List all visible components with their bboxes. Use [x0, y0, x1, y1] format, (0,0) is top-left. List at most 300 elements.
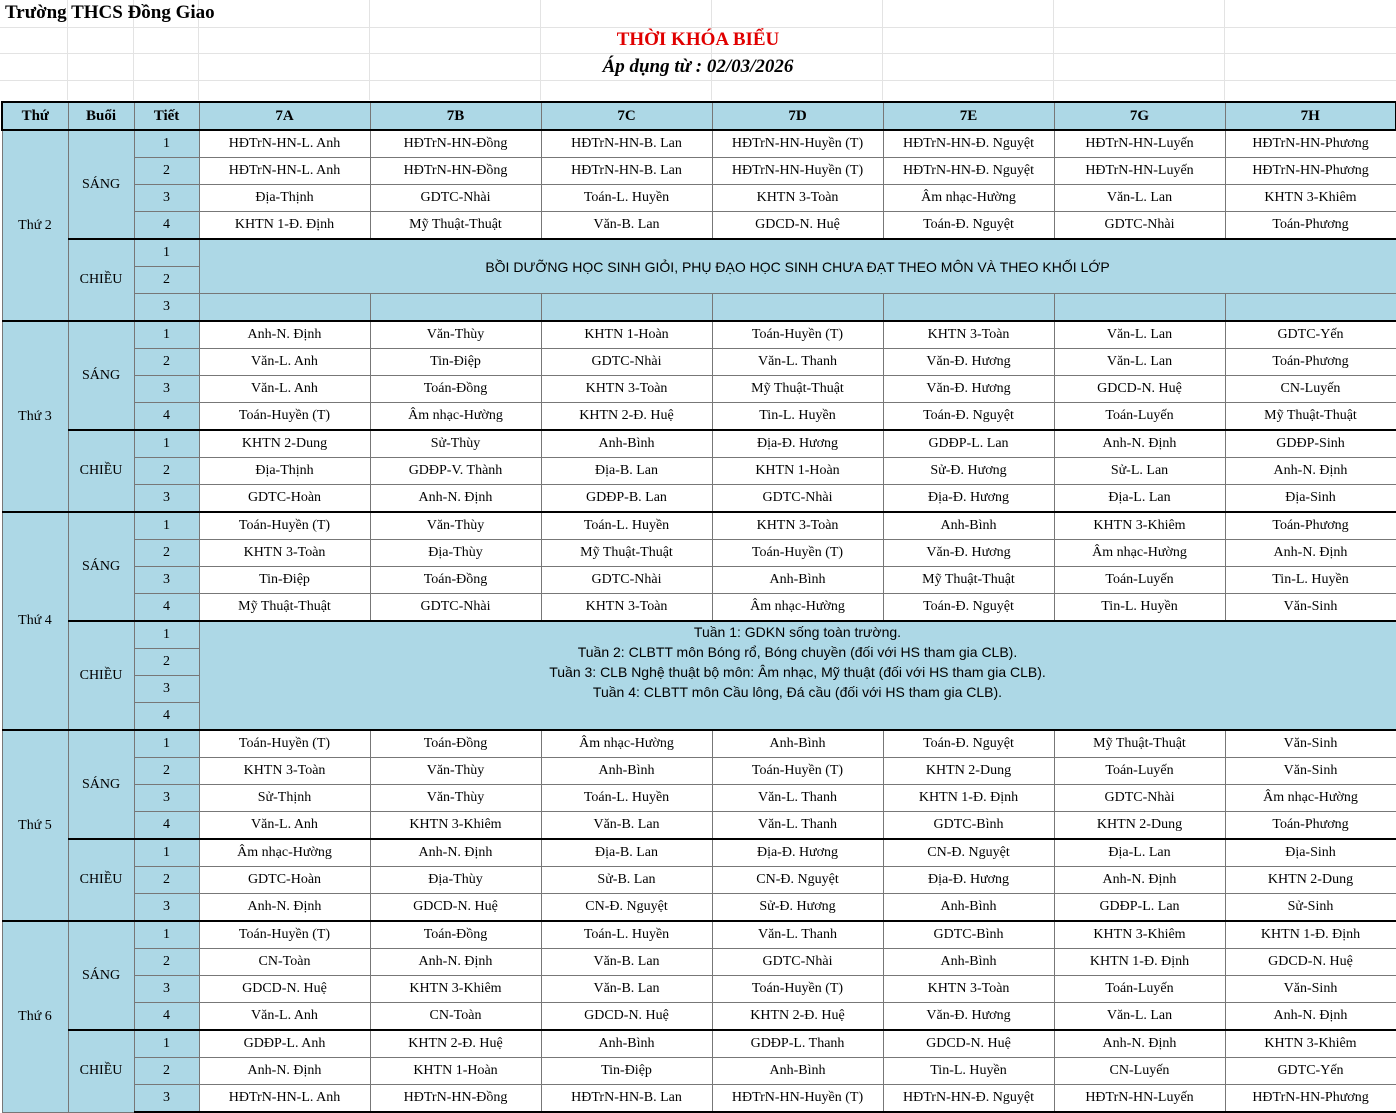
header-class-7d[interactable]: 7D: [712, 102, 883, 130]
lesson-cell[interactable]: Toán-Đ. Nguyệt: [883, 212, 1054, 240]
lesson-cell[interactable]: Sử-Sinh: [1225, 894, 1396, 922]
lesson-cell[interactable]: GDCD-N. Huệ: [541, 1003, 712, 1031]
lesson-cell[interactable]: KHTN 2-Dung: [199, 430, 370, 458]
lesson-cell[interactable]: Âm nhạc-Hường: [199, 839, 370, 867]
lesson-cell[interactable]: Văn-L. Thanh: [712, 921, 883, 949]
lesson-cell[interactable]: Anh-N. Định: [1054, 867, 1225, 894]
lesson-cell[interactable]: Toán-Huyền (T): [199, 921, 370, 949]
table-row: [2, 430, 1396, 458]
lesson-cell[interactable]: Toán-Phương: [1225, 212, 1396, 240]
period-number[interactable]: 3: [134, 976, 199, 1003]
period-number[interactable]: 2: [134, 949, 199, 976]
lesson-cell[interactable]: Tin-L. Huyền: [1054, 594, 1225, 622]
lesson-cell[interactable]: Văn-Sinh: [1225, 594, 1396, 622]
lesson-cell[interactable]: Mỹ Thuật-Thuật: [712, 376, 883, 403]
period-number[interactable]: 2: [134, 267, 199, 294]
session-afternoon[interactable]: CHIỀU: [68, 430, 134, 512]
period-number[interactable]: 1: [134, 430, 199, 458]
lesson-cell[interactable]: GDTC-Nhài: [541, 349, 712, 376]
table-row: [2, 212, 1396, 240]
lesson-cell[interactable]: Toán-Huyền (T): [712, 758, 883, 785]
period-number[interactable]: 3: [134, 567, 199, 594]
lesson-cell[interactable]: Toán-Luyến: [1054, 567, 1225, 594]
lesson-cell[interactable]: Tin-Điệp: [370, 349, 541, 376]
lesson-cell[interactable]: Văn-Thùy: [370, 512, 541, 540]
lesson-cell[interactable]: Toán-L. Huyền: [541, 185, 712, 212]
lesson-cell[interactable]: GDĐP-L. Anh: [199, 1030, 370, 1058]
lesson-cell[interactable]: CN-Luyến: [1225, 376, 1396, 403]
lesson-cell[interactable]: Địa-Thùy: [370, 867, 541, 894]
header-day[interactable]: Thứ: [2, 102, 68, 130]
lesson-cell[interactable]: Anh-N. Định: [199, 321, 370, 349]
lesson-cell[interactable]: Toán-Đồng: [370, 921, 541, 949]
lesson-cell[interactable]: HĐTrN-HN-Luyến: [1054, 158, 1225, 185]
lesson-cell[interactable]: Toán-L. Huyền: [541, 512, 712, 540]
table-row: [2, 976, 1396, 1003]
lesson-cell[interactable]: Văn-B. Lan: [541, 949, 712, 976]
lesson-cell[interactable]: GDTC-Nhài: [541, 567, 712, 594]
club-week-line: Tuần 3: CLB Nghệ thuật bộ môn: Âm nhạc, Mỹ thuật (đối với HS tham gia CLB).: [549, 664, 1046, 680]
lesson-cell[interactable]: Sử-B. Lan: [541, 867, 712, 894]
lesson-cell[interactable]: Văn-L. Thanh: [712, 785, 883, 812]
lesson-cell[interactable]: Toán-Đ. Nguyệt: [883, 403, 1054, 431]
effective-date: Áp dụng từ : 02/03/2026: [602, 56, 794, 77]
lesson-cell[interactable]: GDTC-Nhài: [712, 949, 883, 976]
lesson-cell[interactable]: CN-Đ. Nguyệt: [883, 839, 1054, 867]
period-number[interactable]: 1: [134, 239, 199, 267]
lesson-cell[interactable]: KHTN 3-Khiêm: [1054, 921, 1225, 949]
lesson-cell[interactable]: Văn-L. Lan: [1054, 349, 1225, 376]
lesson-cell[interactable]: Địa-L. Lan: [1054, 485, 1225, 513]
lesson-cell[interactable]: Địa-Đ. Hương: [712, 430, 883, 458]
lesson-cell[interactable]: Văn-L. Lan: [1054, 1003, 1225, 1031]
table-row: [2, 567, 1396, 594]
lesson-cell[interactable]: Toán-Huyền (T): [712, 976, 883, 1003]
lesson-cell[interactable]: Toán-Đ. Nguyệt: [883, 730, 1054, 758]
table-row: [2, 158, 1396, 185]
lesson-cell[interactable]: Anh-N. Định: [370, 949, 541, 976]
session-morning[interactable]: SÁNG: [68, 512, 134, 621]
period-number[interactable]: 1: [134, 1030, 199, 1058]
lesson-cell[interactable]: GDĐP-V. Thành: [370, 458, 541, 485]
lesson-cell[interactable]: GDTC-Nhài: [1054, 212, 1225, 240]
afternoon-note[interactable]: BỒI DƯỠNG HỌC SINH GIỎI, PHỤ ĐẠO HỌC SINH CHƯA ĐẠT THEO MÔN VÀ THEO KHỐI LỚP: [199, 239, 1396, 294]
period-number[interactable]: 2: [134, 540, 199, 567]
lesson-cell[interactable]: GDTC-Bình: [883, 812, 1054, 840]
period-number[interactable]: 1: [134, 839, 199, 867]
lesson-cell[interactable]: KHTN 3-Khiêm: [1225, 185, 1396, 212]
lesson-cell[interactable]: KHTN 3-Khiêm: [1054, 512, 1225, 540]
lesson-cell[interactable]: Anh-N. Định: [1225, 458, 1396, 485]
lesson-cell[interactable]: Anh-Bình: [712, 730, 883, 758]
lesson-cell[interactable]: Tin-L. Huyền: [1225, 567, 1396, 594]
lesson-cell[interactable]: HĐTrN-HN-Luyến: [1054, 1085, 1225, 1113]
lesson-cell[interactable]: KHTN 2-Dung: [883, 758, 1054, 785]
lesson-cell[interactable]: Sử-Đ. Hương: [712, 894, 883, 922]
lesson-cell[interactable]: GDTC-Nhài: [1054, 785, 1225, 812]
lesson-cell[interactable]: Văn-Đ. Hương: [883, 376, 1054, 403]
lesson-cell[interactable]: KHTN 3-Toàn: [199, 758, 370, 785]
lesson-cell[interactable]: KHTN 1-Hoàn: [712, 458, 883, 485]
period-number[interactable]: 1: [134, 130, 199, 158]
club-schedule-note[interactable]: [199, 621, 1396, 730]
lesson-cell[interactable]: KHTN 3-Toàn: [712, 185, 883, 212]
lesson-cell[interactable]: HĐTrN-HN-Đ. Nguyệt: [883, 130, 1054, 158]
lesson-cell[interactable]: Mỹ Thuật-Thuật: [1225, 403, 1396, 431]
session-morning[interactable]: SÁNG: [68, 921, 134, 1030]
lesson-cell[interactable]: Mỹ Thuật-Thuật: [199, 594, 370, 622]
lesson-cell[interactable]: HĐTrN-HN-Phương: [1225, 158, 1396, 185]
lesson-cell[interactable]: HĐTrN-HN-Huyền (T): [712, 158, 883, 185]
lesson-cell[interactable]: GDĐP-Sinh: [1225, 430, 1396, 458]
session-afternoon[interactable]: CHIỀU: [68, 239, 134, 321]
lesson-cell[interactable]: Mỹ Thuật-Thuật: [370, 212, 541, 240]
lesson-cell[interactable]: Văn-L. Lan: [1054, 321, 1225, 349]
lesson-cell[interactable]: Địa-Đ. Hương: [712, 839, 883, 867]
lesson-cell[interactable]: Toán-Đ. Nguyệt: [883, 594, 1054, 622]
lesson-cell[interactable]: Toán-Phương: [1225, 812, 1396, 840]
lesson-cell[interactable]: KHTN 3-Toàn: [883, 321, 1054, 349]
lesson-cell[interactable]: KHTN 1-Đ. Định: [883, 785, 1054, 812]
lesson-cell[interactable]: Anh-N. Định: [1225, 540, 1396, 567]
period-number[interactable]: 2: [134, 867, 199, 894]
period-number[interactable]: 2: [134, 158, 199, 185]
lesson-cell[interactable]: KHTN 1-Hoàn: [541, 321, 712, 349]
lesson-cell[interactable]: Anh-N. Định: [1054, 430, 1225, 458]
lesson-cell[interactable]: HĐTrN-HN-Đồng: [370, 158, 541, 185]
table-row: [2, 812, 1396, 840]
table-row: [2, 349, 1396, 376]
lesson-cell[interactable]: HĐTrN-HN-L. Anh: [199, 1085, 370, 1113]
lesson-cell[interactable]: Văn-Thùy: [370, 785, 541, 812]
empty-note-cell[interactable]: [370, 294, 541, 322]
period-number[interactable]: 3: [134, 1085, 199, 1113]
lesson-cell[interactable]: HĐTrN-HN-L. Anh: [199, 130, 370, 158]
lesson-cell[interactable]: Văn-Sinh: [1225, 976, 1396, 1003]
lesson-cell[interactable]: Địa-Thùy: [370, 540, 541, 567]
table-row: [2, 621, 1396, 649]
lesson-cell[interactable]: Anh-Bình: [712, 1058, 883, 1085]
lesson-cell[interactable]: HĐTrN-HN-Đ. Nguyệt: [883, 158, 1054, 185]
lesson-cell[interactable]: KHTN 1-Đ. Định: [1054, 949, 1225, 976]
lesson-cell[interactable]: HĐTrN-HN-Đ. Nguyệt: [883, 1085, 1054, 1113]
lesson-cell[interactable]: Tin-L. Huyền: [712, 403, 883, 431]
lesson-cell[interactable]: Anh-Bình: [541, 430, 712, 458]
period-number[interactable]: 2: [134, 458, 199, 485]
lesson-cell[interactable]: Tin-Điệp: [541, 1058, 712, 1085]
lesson-cell[interactable]: CN-Luyến: [1054, 1058, 1225, 1085]
lesson-cell[interactable]: Văn-Sinh: [1225, 730, 1396, 758]
header-class-7c[interactable]: 7C: [541, 102, 712, 130]
lesson-cell[interactable]: HĐTrN-HN-L. Anh: [199, 158, 370, 185]
club-week-line: Tuần 4: CLBTT môn Cầu lông, Đá cầu (đối với HS tham gia CLB).: [592, 684, 1003, 700]
lesson-cell[interactable]: HĐTrN-HN-Đồng: [370, 1085, 541, 1113]
day-label-day-6[interactable]: Thứ 6: [2, 921, 68, 1112]
header-period[interactable]: Tiết: [134, 102, 199, 130]
period-number[interactable]: 4: [134, 594, 199, 622]
session-morning[interactable]: SÁNG: [68, 130, 134, 239]
lesson-cell[interactable]: Văn-Đ. Hương: [883, 349, 1054, 376]
lesson-cell[interactable]: Anh-Bình: [883, 512, 1054, 540]
lesson-cell[interactable]: KHTN 3-Toàn: [199, 540, 370, 567]
empty-note-cell[interactable]: [712, 294, 883, 322]
table-row: [2, 512, 1396, 540]
day-label-day-4[interactable]: Thứ 4: [2, 512, 68, 730]
lesson-cell[interactable]: Âm nhạc-Hường: [1054, 540, 1225, 567]
lesson-cell[interactable]: Văn-B. Lan: [541, 212, 712, 240]
period-number[interactable]: 3: [134, 894, 199, 922]
club-week-line: Tuần 2: CLBTT môn Bóng rổ, Bóng chuyền (đối với HS tham gia CLB).: [577, 644, 1018, 660]
lesson-cell[interactable]: Âm nhạc-Hường: [883, 185, 1054, 212]
lesson-cell[interactable]: CN-Toàn: [199, 949, 370, 976]
lesson-cell[interactable]: Địa-Thịnh: [199, 185, 370, 212]
lesson-cell[interactable]: KHTN 2-Đ. Huệ: [712, 1003, 883, 1031]
lesson-cell[interactable]: GDTC-Yến: [1225, 1058, 1396, 1085]
lesson-cell[interactable]: KHTN 1-Đ. Định: [1225, 921, 1396, 949]
period-number[interactable]: 3: [134, 485, 199, 513]
period-number[interactable]: 2: [134, 1058, 199, 1085]
period-number[interactable]: 3: [134, 676, 199, 703]
lesson-cell[interactable]: Toán-Huyền (T): [712, 321, 883, 349]
table-row: [2, 785, 1396, 812]
lesson-cell[interactable]: Anh-Bình: [883, 894, 1054, 922]
lesson-cell[interactable]: Địa-Sinh: [1225, 839, 1396, 867]
header-class-7e[interactable]: 7E: [883, 102, 1054, 130]
lesson-cell[interactable]: Văn-L. Thanh: [712, 812, 883, 840]
lesson-cell[interactable]: HĐTrN-HN-B. Lan: [541, 158, 712, 185]
table-row: [2, 294, 1396, 322]
lesson-cell[interactable]: KHTN 2-Dung: [1054, 812, 1225, 840]
lesson-cell[interactable]: Anh-Bình: [541, 1030, 712, 1058]
lesson-cell[interactable]: Âm nhạc-Hường: [541, 730, 712, 758]
lesson-cell[interactable]: Sử-Đ. Hương: [883, 458, 1054, 485]
lesson-cell[interactable]: Địa-Sinh: [1225, 485, 1396, 513]
lesson-cell[interactable]: Toán-Phương: [1225, 512, 1396, 540]
header-class-7a[interactable]: 7A: [199, 102, 370, 130]
lesson-cell[interactable]: Địa-Đ. Hương: [883, 485, 1054, 513]
lesson-cell[interactable]: Văn-L. Anh: [199, 376, 370, 403]
lesson-cell[interactable]: KHTN 3-Toàn: [541, 594, 712, 622]
lesson-cell[interactable]: Văn-Đ. Hương: [883, 1003, 1054, 1031]
period-number[interactable]: 4: [134, 703, 199, 731]
lesson-cell[interactable]: Sử-Thùy: [370, 430, 541, 458]
lesson-cell[interactable]: Anh-Bình: [541, 758, 712, 785]
period-number[interactable]: 4: [134, 403, 199, 431]
lesson-cell[interactable]: Anh-Bình: [712, 567, 883, 594]
lesson-cell[interactable]: KHTN 3-Toàn: [883, 976, 1054, 1003]
header-row: [2, 102, 1396, 130]
lesson-cell[interactable]: Anh-Bình: [883, 949, 1054, 976]
day-label-day-3[interactable]: Thứ 3: [2, 321, 68, 512]
lesson-cell[interactable]: Văn-Thùy: [370, 758, 541, 785]
gridline: [0, 53, 1396, 54]
lesson-cell[interactable]: Văn-Sinh: [1225, 758, 1396, 785]
lesson-cell[interactable]: HĐTrN-HN-Đồng: [370, 130, 541, 158]
session-afternoon[interactable]: CHIỀU: [68, 1030, 134, 1112]
header-class-7b[interactable]: 7B: [370, 102, 541, 130]
lesson-cell[interactable]: Âm nhạc-Hường: [370, 403, 541, 431]
lesson-cell[interactable]: Toán-Luyến: [1054, 758, 1225, 785]
period-number[interactable]: 2: [134, 758, 199, 785]
lesson-cell[interactable]: Anh-N. Định: [199, 894, 370, 922]
lesson-cell[interactable]: KHTN 3-Toàn: [541, 376, 712, 403]
header-class-7g[interactable]: 7G: [1054, 102, 1225, 130]
lesson-cell[interactable]: GDTC-Yến: [1225, 321, 1396, 349]
lesson-cell[interactable]: Toán-Luyến: [1054, 403, 1225, 431]
table-row: [2, 758, 1396, 785]
period-number[interactable]: 4: [134, 1003, 199, 1031]
lesson-cell[interactable]: Tin-Điệp: [199, 567, 370, 594]
table-row: [2, 485, 1396, 513]
empty-note-cell[interactable]: [883, 294, 1054, 322]
empty-note-cell[interactable]: [1225, 294, 1396, 322]
lesson-cell[interactable]: GDTC-Hoàn: [199, 485, 370, 513]
lesson-cell[interactable]: Tin-L. Huyền: [883, 1058, 1054, 1085]
period-number[interactable]: 4: [134, 212, 199, 240]
session-morning[interactable]: SÁNG: [68, 730, 134, 839]
lesson-cell[interactable]: GDTC-Nhài: [370, 185, 541, 212]
session-morning[interactable]: SÁNG: [68, 321, 134, 430]
lesson-cell[interactable]: Sử-L. Lan: [1054, 458, 1225, 485]
lesson-cell[interactable]: KHTN 3-Khiêm: [370, 976, 541, 1003]
lesson-cell[interactable]: Mỹ Thuật-Thuật: [541, 540, 712, 567]
day-label-day-2[interactable]: Thứ 2: [2, 130, 68, 321]
lesson-cell[interactable]: GDTC-Nhài: [370, 594, 541, 622]
lesson-cell[interactable]: Địa-L. Lan: [1054, 839, 1225, 867]
empty-note-cell[interactable]: [1054, 294, 1225, 322]
lesson-cell[interactable]: Văn-Thùy: [370, 321, 541, 349]
lesson-cell[interactable]: GDTC-Bình: [883, 921, 1054, 949]
lesson-cell[interactable]: KHTN 3-Khiêm: [1225, 1030, 1396, 1058]
header-class-7h[interactable]: 7H: [1225, 102, 1396, 130]
period-number[interactable]: 3: [134, 294, 199, 322]
table-row: [2, 1003, 1396, 1031]
lesson-cell[interactable]: KHTN 3-Toàn: [712, 512, 883, 540]
lesson-cell[interactable]: HĐTrN-HN-Huyền (T): [712, 130, 883, 158]
lesson-cell[interactable]: Địa-Đ. Hương: [883, 867, 1054, 894]
period-number[interactable]: 1: [134, 621, 199, 649]
period-number[interactable]: 3: [134, 185, 199, 212]
lesson-cell[interactable]: GDCD-N. Huệ: [199, 976, 370, 1003]
lesson-cell[interactable]: CN-Toàn: [370, 1003, 541, 1031]
lesson-cell[interactable]: GDCD-N. Huệ: [712, 212, 883, 240]
lesson-cell[interactable]: Toán-Đồng: [370, 567, 541, 594]
table-row: [2, 403, 1396, 431]
lesson-cell[interactable]: Văn-L. Anh: [199, 1003, 370, 1031]
lesson-cell[interactable]: Anh-N. Định: [370, 485, 541, 513]
period-number[interactable]: 3: [134, 376, 199, 403]
period-number[interactable]: 1: [134, 921, 199, 949]
lesson-cell[interactable]: Toán-Huyền (T): [712, 540, 883, 567]
lesson-cell[interactable]: Toán-Đồng: [370, 730, 541, 758]
period-number[interactable]: 4: [134, 812, 199, 840]
lesson-cell[interactable]: Văn-L. Anh: [199, 812, 370, 840]
day-label-day-5[interactable]: Thứ 5: [2, 730, 68, 921]
lesson-cell[interactable]: GDĐP-L. Lan: [1054, 894, 1225, 922]
table-row: [2, 239, 1396, 267]
lesson-cell[interactable]: Mỹ Thuật-Thuật: [883, 567, 1054, 594]
lesson-cell[interactable]: Toán-L. Huyền: [541, 785, 712, 812]
lesson-cell[interactable]: Toán-Luyến: [1054, 976, 1225, 1003]
lesson-cell[interactable]: Địa-B. Lan: [541, 839, 712, 867]
lesson-cell[interactable]: Anh-N. Định: [1054, 1030, 1225, 1058]
lesson-cell[interactable]: KHTN 1-Hoàn: [370, 1058, 541, 1085]
lesson-cell[interactable]: Văn-Đ. Hương: [883, 540, 1054, 567]
lesson-cell[interactable]: GDCD-N. Huệ: [883, 1030, 1054, 1058]
lesson-cell[interactable]: GDTC-Hoàn: [199, 867, 370, 894]
empty-note-cell[interactable]: [541, 294, 712, 322]
lesson-cell[interactable]: Toán-Đồng: [370, 376, 541, 403]
timetable: [1, 101, 1396, 1113]
empty-note-cell[interactable]: [199, 294, 370, 322]
lesson-cell[interactable]: Địa-B. Lan: [541, 458, 712, 485]
lesson-cell[interactable]: KHTN 1-Đ. Định: [199, 212, 370, 240]
lesson-cell[interactable]: Anh-N. Định: [1225, 1003, 1396, 1031]
lesson-cell[interactable]: GDĐP-B. Lan: [541, 485, 712, 513]
session-afternoon[interactable]: CHIỀU: [68, 839, 134, 921]
period-number[interactable]: 2: [134, 349, 199, 376]
period-number[interactable]: 1: [134, 730, 199, 758]
period-number[interactable]: 1: [134, 512, 199, 540]
lesson-cell[interactable]: HĐTrN-HN-Phương: [1225, 130, 1396, 158]
lesson-cell[interactable]: Toán-Huyền (T): [199, 512, 370, 540]
lesson-cell[interactable]: HĐTrN-HN-Luyến: [1054, 130, 1225, 158]
lesson-cell[interactable]: Mỹ Thuật-Thuật: [1054, 730, 1225, 758]
lesson-cell[interactable]: Toán-L. Huyền: [541, 921, 712, 949]
lesson-cell[interactable]: Anh-N. Định: [370, 839, 541, 867]
lesson-cell[interactable]: KHTN 2-Dung: [1225, 867, 1396, 894]
lesson-cell[interactable]: HĐTrN-HN-B. Lan: [541, 1085, 712, 1113]
lesson-cell[interactable]: KHTN 2-Đ. Huệ: [370, 1030, 541, 1058]
lesson-cell[interactable]: Toán-Phương: [1225, 349, 1396, 376]
lesson-cell[interactable]: GDĐP-L. Lan: [883, 430, 1054, 458]
lesson-cell[interactable]: GDĐP-L. Thanh: [712, 1030, 883, 1058]
lesson-cell[interactable]: Âm nhạc-Hường: [712, 594, 883, 622]
table-row: [2, 894, 1396, 922]
lesson-cell[interactable]: GDTC-Nhài: [712, 485, 883, 513]
lesson-cell[interactable]: Anh-N. Định: [199, 1058, 370, 1085]
lesson-cell[interactable]: Toán-Huyền (T): [199, 730, 370, 758]
lesson-cell[interactable]: KHTN 3-Khiêm: [370, 812, 541, 840]
period-number[interactable]: 1: [134, 321, 199, 349]
lesson-cell[interactable]: HĐTrN-HN-Phương: [1225, 1085, 1396, 1113]
lesson-cell[interactable]: Văn-L. Anh: [199, 349, 370, 376]
header-session[interactable]: Buổi: [68, 102, 134, 130]
lesson-cell[interactable]: Văn-L. Lan: [1054, 185, 1225, 212]
lesson-cell[interactable]: Âm nhạc-Hường: [1225, 785, 1396, 812]
page-title: THỜI KHÓA BIỂU: [616, 29, 780, 50]
lesson-cell[interactable]: GDCD-N. Huệ: [1225, 949, 1396, 976]
table-row: [2, 921, 1396, 949]
lesson-cell[interactable]: Văn-B. Lan: [541, 812, 712, 840]
lesson-cell[interactable]: Toán-Huyền (T): [199, 403, 370, 431]
lesson-cell[interactable]: CN-Đ. Nguyệt: [541, 894, 712, 922]
period-number[interactable]: 3: [134, 785, 199, 812]
session-afternoon[interactable]: CHIỀU: [68, 621, 134, 730]
table-row: [2, 321, 1396, 349]
lesson-cell[interactable]: GDCD-N. Huệ: [370, 894, 541, 922]
lesson-cell[interactable]: Địa-Thịnh: [199, 458, 370, 485]
lesson-cell[interactable]: HĐTrN-HN-B. Lan: [541, 130, 712, 158]
lesson-cell[interactable]: Văn-L. Thanh: [712, 349, 883, 376]
lesson-cell[interactable]: GDCD-N. Huệ: [1054, 376, 1225, 403]
lesson-cell[interactable]: KHTN 2-Đ. Huệ: [541, 403, 712, 431]
lesson-cell[interactable]: HĐTrN-HN-Huyền (T): [712, 1085, 883, 1113]
lesson-cell[interactable]: Sử-Thịnh: [199, 785, 370, 812]
period-number[interactable]: 2: [134, 649, 199, 676]
lesson-cell[interactable]: Văn-B. Lan: [541, 976, 712, 1003]
lesson-cell[interactable]: CN-Đ. Nguyệt: [712, 867, 883, 894]
